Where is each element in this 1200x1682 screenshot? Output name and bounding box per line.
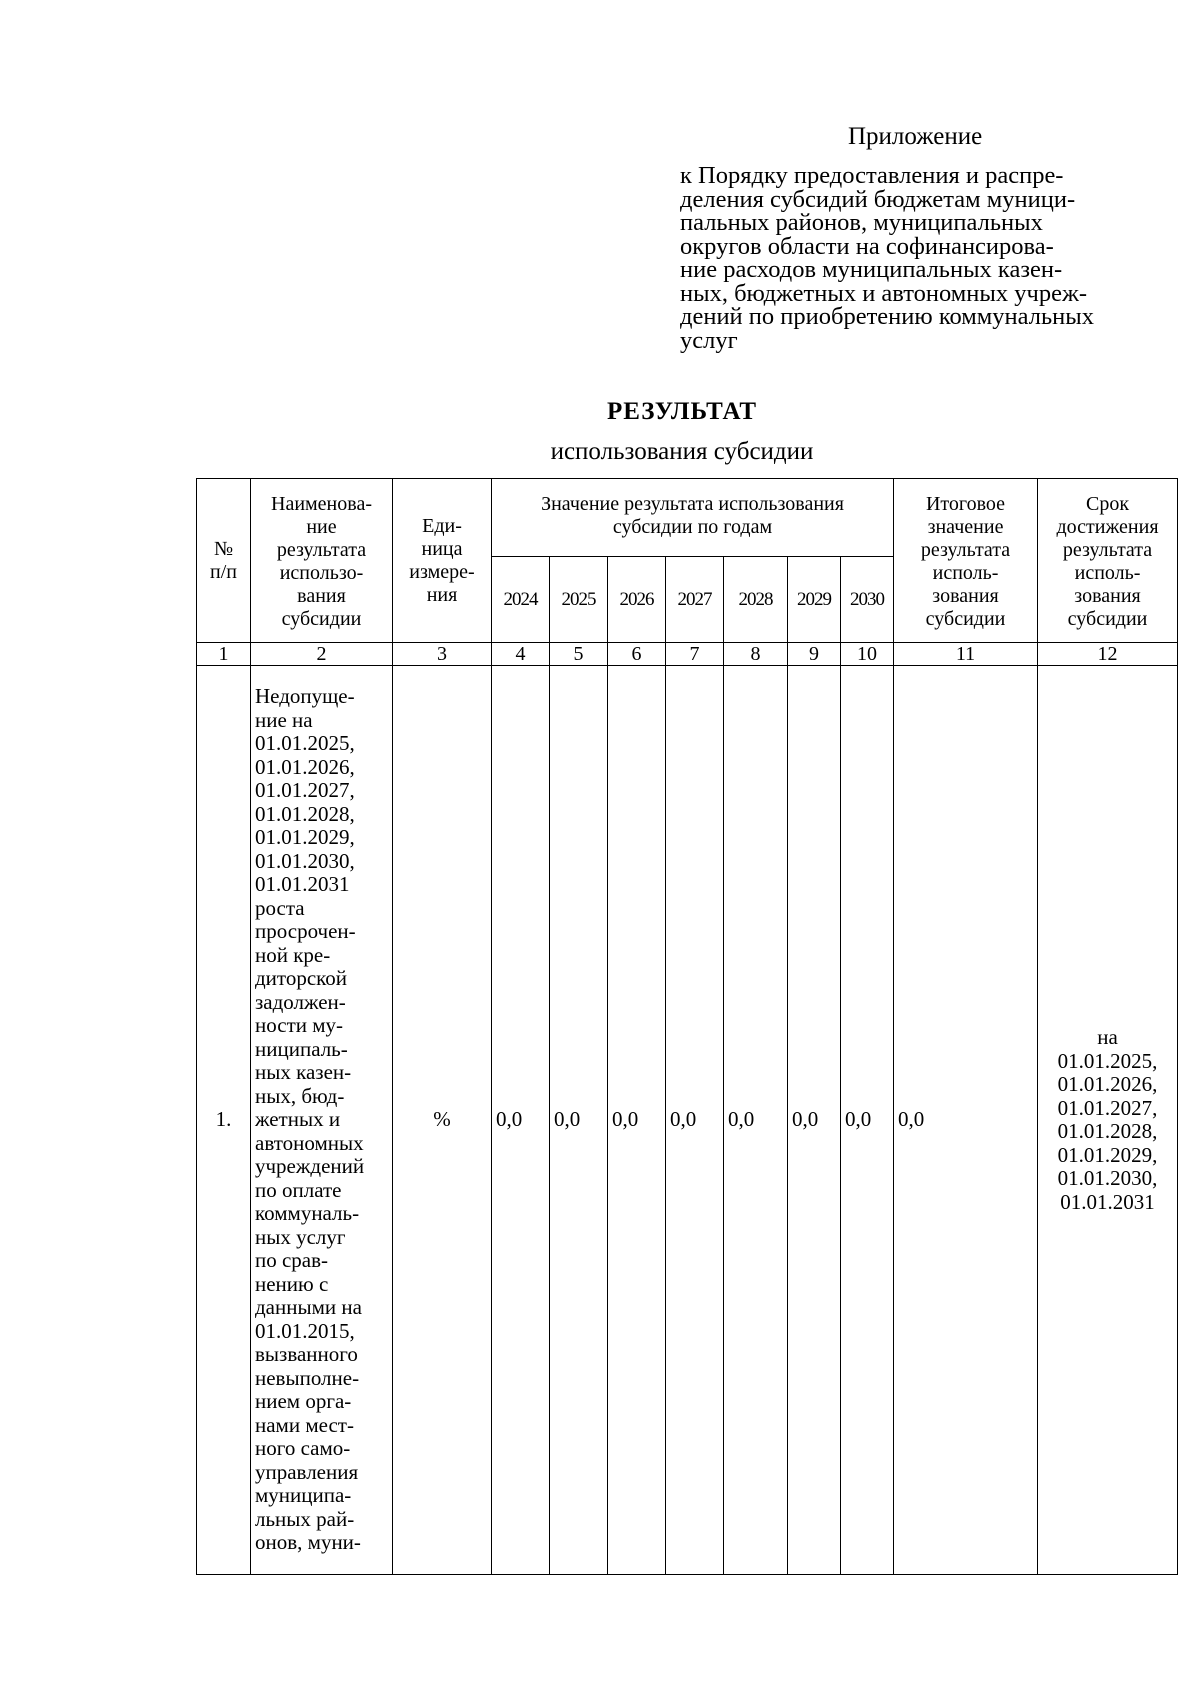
row-value-2026: 0,0 [608,666,666,1575]
header-year: 2027 [666,557,724,643]
row-value-2028: 0,0 [724,666,788,1575]
row-value-2030: 0,0 [841,666,894,1575]
row-num: 1. [197,666,251,1575]
row-unit: % [393,666,492,1575]
row-term: на 01.01.2025, 01.01.2026, 01.01.2027, 01.01.2028, 01.01.2029, 01.01.2030, 01.01.2031 [1038,666,1178,1575]
column-number: 11 [894,643,1038,666]
column-number: 2 [251,643,393,666]
row-total: 0,0 [894,666,1038,1575]
header-num: № п/п [197,479,251,643]
header-year: 2029 [788,557,841,643]
header-total: Итоговое значение результата исполь- зования субсидии [894,479,1038,643]
column-number: 1 [197,643,251,666]
header-term: Срок достижения результата исполь- зования субсидии [1038,479,1178,643]
header-year: 2025 [550,557,608,643]
row-value-2025: 0,0 [550,666,608,1575]
column-number: 10 [841,643,894,666]
column-number: 6 [608,643,666,666]
column-number: 12 [1038,643,1178,666]
document-subtitle: использования субсидии [550,438,814,465]
document-title: РЕЗУЛЬТАТ [606,398,758,425]
column-number: 5 [550,643,608,666]
column-number-row [197,643,1178,666]
header-values-group: Значение результата использования субсидии по годам [492,479,894,557]
column-number: 9 [788,643,841,666]
result-table [196,478,1178,1575]
column-number: 3 [393,643,492,666]
header-year: 2028 [724,557,788,643]
row-name: Недопуще- ние на 01.01.2025, 01.01.2026, 01.01.2027, 01.01.2028, 01.01.2029, 01.01.2030, 01.01.2031 роста просрочен- ной кре- диторской задолжен- ности му- ниципаль- ных казен- ных, бюд- жетных и автономных учреждений по оплате коммуналь- ных услуг по срав- нению с данными на 01.01.2015, вызванного невыполне- нием орга- нами мест- ного само- управления муниципа- льных рай- онов, муни- [251,666,393,1575]
header-year: 2024 [492,557,550,643]
column-number: 7 [666,643,724,666]
row-value-2029: 0,0 [788,666,841,1575]
column-number: 8 [724,643,788,666]
appendix-text: к Порядку предоставления и распре- деления субсидий бюджетам муници- пальных районов, муниципальных округов области на софинансирова- ние расходов муниципальных казен- ных, бюджетных и автономных учреж- дений по приобретению коммунальных услуг [680,162,1094,354]
row-value-2027: 0,0 [666,666,724,1575]
header-year: 2030 [841,557,894,643]
appendix-title: Приложение [848,123,983,150]
column-number: 4 [492,643,550,666]
row-value-2024: 0,0 [492,666,550,1575]
appendix-block [680,122,1180,352]
header-unit: Еди- ница измере- ния [393,479,492,643]
header-year: 2026 [608,557,666,643]
header-name: Наименова- ние результата использо- вания субсидии [251,479,393,643]
table-row [197,666,1178,1575]
